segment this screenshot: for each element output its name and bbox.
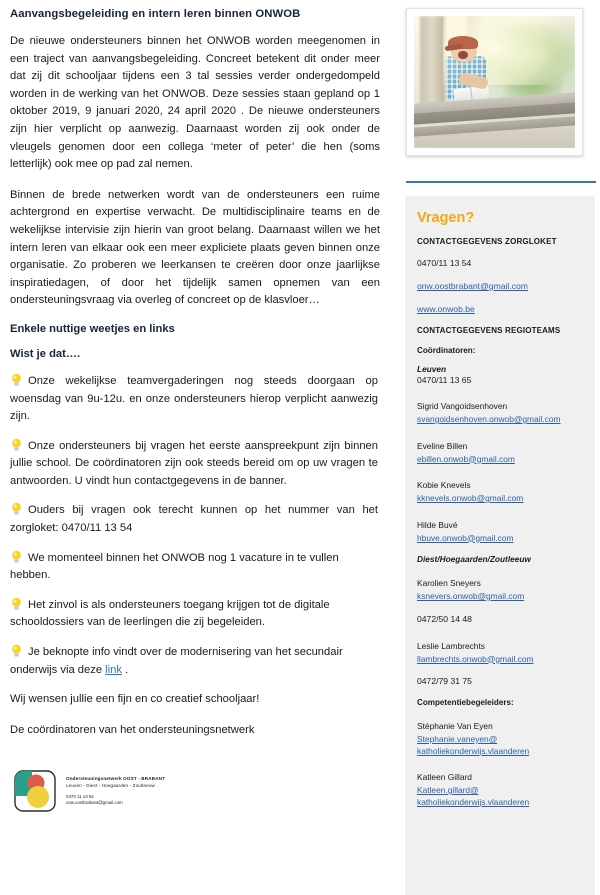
list-item-text: We momenteel binnen het ONWOB nog 1 vacature in te vullen hebben. [10,551,339,582]
zorgloket-website-link[interactable]: www.onwob.be [417,304,475,314]
lightbulb-icon [10,550,23,564]
intro-paragraph-2: Binnen de brede netwerken wordt van de ondersteuners een ruime achtergrond en expertise verwacht. De multidisciplinaire teams en de wekelijkse intervisie zijn hierin van groot belang. Daarnaast willen we het intern leren van elkaar ook een meer expliciete plaats geven binnen onze organisatie. Zo proberen we leerkansen te creëren door onze jaarlijkse inspiratiedagen, of door het tijdelijk samen opnemen van een ondersteuningsvraag via overleg of concreet op de klasvloer… [10,188,380,307]
lightbulb-icon [10,644,23,658]
sidebar-column [400,0,600,895]
list-item [10,502,382,537]
person-phone: 0472/79 31 75 [417,676,472,686]
coordinators-label: Coördinatoren: [417,346,476,355]
zorgloket-email-link[interactable]: onw.oostbrabant@gmail.com [417,281,528,291]
logo-org-name: Ondersteuningsnetwerk OOST - BRABANT [66,776,166,781]
lightbulb-icon [10,373,23,387]
page-title: Aanvangsbegeleiding en intern leren binnen ONWOB [10,8,301,20]
closing-signature: De coördinatoren van het ondersteuningsnetwerk [10,723,255,736]
person-name: Katleen Gillard [417,772,472,782]
logo-text-block [66,770,165,807]
zorgloket-heading: CONTACTGEGEVENS ZORGLOKET [417,237,557,246]
person-entry [417,636,583,666]
competence-label: Competentiebegeleiders: [417,698,514,707]
person-entry [417,475,583,505]
onwob-logo-icon [14,770,56,812]
person-name: Leslie Lambrechts [417,640,485,651]
person-email-link[interactable]: hbuve.onwob@gmail.com [417,532,514,543]
person-phone: 0472/50 14 48 [417,613,472,624]
person-email-link-line1[interactable]: Katleen.gillard@ [417,785,479,795]
section-heading-links: Enkele nuttige weetjes en links [10,322,175,335]
list-item-text: Onze wekelijkse teamvergaderingen nog steeds doorgaan op woensdag van 9u-12u. en onze ondersteuners hierop verplicht aanwezig zijn. [10,374,378,423]
person-email-link[interactable]: llambrechts.onwob@gmail.com [417,653,534,664]
person-email-link[interactable]: ksnevers.onwob@gmail.com [417,591,525,601]
person-name: Karolien Sneyers [417,578,481,588]
organization-logo-block [14,770,165,812]
person-email-link[interactable]: ebillen.onwob@gmail.com [417,453,515,464]
lightbulb-icon [10,502,23,516]
logo-phone: 0470 11 13 54 [66,794,94,799]
list-item [10,550,382,585]
intro-paragraph-1: De nieuwe ondersteuners binnen het ONWOB worden meegenomen in een traject van aanvangsbegeleiding. Concreet betekent dit onder meer dat zij dit schooljaar tijdens een 3 tal sessies verder ondergedompeld worden in de werking van het ONWOB. Deze sessies staan gepland op 1 oktober 2019, 9 januari 2020, 24 april 2020 . De nieuwe ondersteuners zijn hier verplicht op aanwezig. Daarnaast worden zij ook onder de vleugels genomen door een collega ‘meter of peter’ die hen (soms letterlijk) ook mee op pad zal nemen. [10,35,380,171]
person-name: Hilde Buvé [417,519,458,530]
zorgloket-phone: 0470/11 13 54 [417,258,472,268]
person-email-link[interactable]: svangoidsenhoven.onwob@gmail.com [417,414,561,424]
list-item-text: Ouders bij vragen ook terecht kunnen op het nummer van het zorgloket: 0470/11 13 54 [10,504,378,535]
person-name: Kobie Knevels [417,480,471,490]
hero-photo [414,16,575,148]
list-item-with-link [10,644,382,679]
hero-photo-frame [406,8,583,156]
lightbulb-icon [10,597,23,611]
region-phone-leuven: 0470/11 13 65 [417,375,472,385]
list-item-text: Je beknopte info vindt over de modernisering van het secundair onderwijs via deze [10,646,343,676]
person-entry [417,396,583,426]
list-item [10,373,382,426]
closing-wish: Wij wensen jullie een fijn en co creatief schooljaar! [10,693,260,706]
person-entry [417,767,583,808]
list-item [10,438,382,491]
lightbulb-icon [10,438,23,452]
list-item [10,597,382,632]
person-entry [417,716,583,757]
contact-panel [405,196,595,895]
list-item-text: Onze ondersteuners bij vragen het eerste aanspreekpunt zijn binnen jullie school. De coördinatoren zijn ook steeds bereid om op uw vragen te antwoorden. U vindt hun contactgegevens in de banner. [10,439,378,487]
regioteams-heading: CONTACTGEGEVENS REGIOTEAMS [417,326,561,335]
region-name-diest: Diest/Hoegaarden/Zoutleeuw [417,554,531,564]
person-entry [417,573,583,603]
modernisering-link[interactable]: link [105,663,122,676]
person-entry [417,436,583,466]
sidebar-divider [406,181,596,183]
logo-email: onw.oostbrabant@gmail.com [66,800,123,806]
person-name: Stéphanie Van Eyen [417,721,493,731]
person-email-link-line2[interactable]: katholiekonderwijs.vlaanderen [417,796,530,807]
person-name: Sigrid Vangoidsenhoven [417,401,508,411]
logo-regions: Leuven - Diest - Hoegaarden - Zoutleeuw [66,783,155,788]
region-name-leuven: Leuven [417,364,447,374]
person-name: Eveline Billen [417,440,468,451]
section-heading-wistjedat: Wist je dat…. [10,347,81,360]
panel-title: Vragen? [417,210,475,226]
facts-list [8,373,382,679]
person-email-link[interactable]: kknevels.onwob@gmail.com [417,493,524,503]
person-entry [417,515,583,545]
list-item-text-after: . [121,663,129,676]
person-email-link-line1[interactable]: Stephanie.vaneyen@ [417,734,498,744]
list-item-text: Het zinvol is als ondersteuners toegang krijgen tot de digitale schooldossiers van de leerlingen die zij begeleiden. [10,598,330,629]
person-email-link-line2[interactable]: katholiekonderwijs.vlaanderen [417,745,530,756]
